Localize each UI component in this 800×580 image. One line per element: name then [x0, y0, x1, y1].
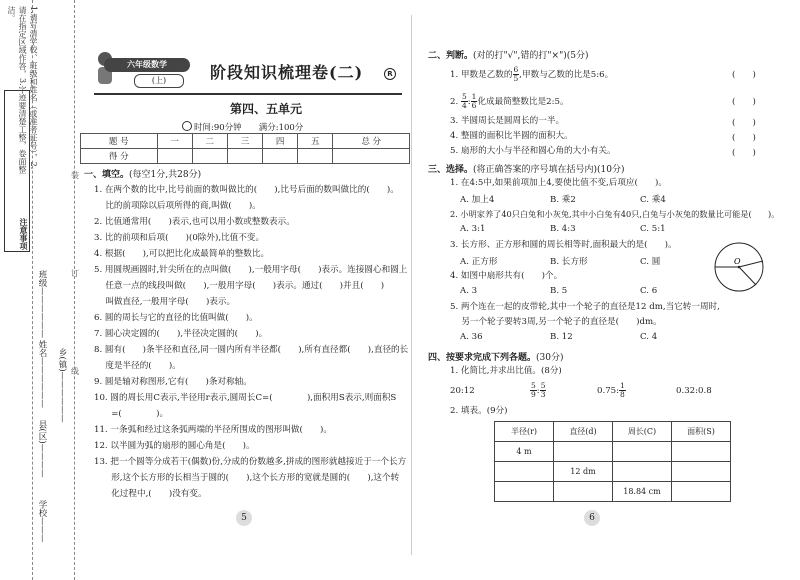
part2-heading-note: (对的打"√",错的打"×")(5分): [473, 51, 589, 61]
fill-question[interactable]: 9. 圆是轴对称图形,它有( )条对称轴。: [94, 377, 252, 387]
table-cell: 4 m: [495, 442, 554, 462]
score-input-cell[interactable]: [298, 149, 333, 164]
exam-meta: [182, 121, 303, 133]
table-header: 半径(r): [495, 422, 554, 442]
fill-question[interactable]: 5. 用圆规画圆时,针尖所在的点叫做( ),一般用字母( )表示。连接圆心和圆上: [94, 265, 408, 275]
instructions-text: 1.请写清学校、班级和姓名（或准考证号），2.请在指定区域作答，3.字迹要清楚工整，卷面整洁。: [7, 6, 38, 174]
table-input-cell[interactable]: [613, 462, 672, 482]
part3-heading-note: (将正确答案的序号填在括号内)(10分): [473, 165, 625, 175]
fill-question[interactable]: 4. 根据( ),可以把比化成最简单的整数比。: [94, 249, 270, 259]
table-row: [495, 482, 731, 502]
judge-question-2[interactable]: [450, 93, 569, 110]
table-header: 周长(C): [613, 422, 672, 442]
fill-question[interactable]: 6. 圆的周长与它的直径的比值叫做( )。: [94, 313, 258, 323]
score-table-row: [81, 134, 410, 149]
clock-icon: [182, 121, 192, 131]
part4-heading-text: 四、按要求完成下列各题。: [428, 353, 537, 363]
table-input-cell[interactable]: [554, 442, 613, 462]
unit-title: 第四、五单元: [230, 102, 303, 116]
judge-answer-blank[interactable]: ( ): [732, 148, 756, 158]
table-header: 直径(d): [554, 422, 613, 442]
badge-text: 六年级数学: [104, 58, 190, 72]
choice-option[interactable]: B. 4:3: [550, 224, 576, 234]
judge-question-4[interactable]: 4. 整圆的面积比半圆的面积大。: [450, 131, 573, 141]
choice-option[interactable]: A. 36: [460, 332, 483, 342]
grade-badge: [94, 46, 194, 92]
fraction: [461, 93, 468, 110]
fraction: [540, 382, 547, 399]
ratio-c[interactable]: [597, 382, 626, 399]
table-input-cell[interactable]: [495, 482, 554, 502]
fill-question[interactable]: 13. 把一个圆等分成若干(偶数)份,分成的份数越多,拼成的图形就越接近于一个长方: [94, 457, 407, 467]
page-divider: [411, 15, 412, 555]
score-table: [80, 133, 410, 164]
fill-question[interactable]: 7. 圆心决定圆的( ),半径决定圆的( )。: [94, 329, 268, 339]
choice-question-3: 3. 长方形、正方形和圆的周长相等时,面积最大的是( )。: [450, 240, 677, 250]
judge-text: 化成最简整数比是2:5。: [477, 97, 569, 107]
ratio-d[interactable]: 0.32:0.8: [676, 386, 712, 396]
table-input-cell[interactable]: [672, 482, 731, 502]
fraction-den: 8: [620, 390, 625, 399]
choice-option[interactable]: A. 加上4: [460, 195, 495, 205]
score-cell: 题 号: [81, 134, 158, 149]
table-cell: 12 dm: [554, 462, 613, 482]
fill-question[interactable]: 比的前项除以后项所得的商,叫做( )。: [94, 201, 261, 211]
choice-option[interactable]: A. 3:1: [460, 224, 486, 234]
fraction-den: 5: [513, 74, 519, 83]
fraction-num: 1: [471, 92, 477, 101]
badge-sub: (上): [134, 74, 184, 88]
full-score: 满分:100分: [258, 123, 304, 133]
part2-heading: [428, 48, 588, 61]
score-cell: 二: [192, 134, 227, 149]
choice-option[interactable]: C. 圆: [640, 257, 661, 267]
table-row: [495, 442, 731, 462]
binding-line-outer: [74, 0, 75, 580]
table-header-row: [495, 422, 731, 442]
fill-question[interactable]: 形,这个长方形的长相当于圆的( ),这个长方形的宽就是圆的( ),这个转: [94, 473, 400, 483]
fraction: [530, 382, 537, 399]
page-number-left: 5: [236, 510, 252, 526]
sector-figure: [712, 240, 766, 294]
judge-question-5[interactable]: 5. 扇形的大小与半径和圆心角的大小有关。: [450, 146, 616, 156]
header-rule: [94, 93, 402, 95]
table-input-cell[interactable]: [672, 442, 731, 462]
table-cell: 18.84 cm: [613, 482, 672, 502]
judge-answer-blank[interactable]: ( ): [732, 118, 756, 128]
judge-text: 1. 甲数是乙数的: [450, 70, 513, 80]
fraction-den: 3: [540, 390, 546, 399]
fill-question[interactable]: 化过程中,( )没有变。: [94, 489, 207, 499]
score-cell: 五: [298, 134, 333, 149]
binding-strip: [0, 0, 90, 580]
fraction-den: 6: [471, 101, 477, 110]
score-cell: 总 分: [333, 134, 410, 149]
choice-question-1: 1. 在4:5中,如果前项加上4,要使比值不变,后项应( )。: [450, 178, 668, 188]
ratio-b[interactable]: $\frac{5}{9}$: $\frac{5}{3}$: [531, 381, 546, 399]
circle-center-label: O: [734, 257, 741, 266]
name-label: 姓名: [37, 340, 47, 357]
part2-heading-text: 二、判断。: [428, 51, 474, 61]
fill-question[interactable]: 8. 圆有( )条半径和直径,同一圆内所有半径都( ),所有直径都( ),直径的长: [94, 345, 409, 355]
fraction-num: 5: [531, 381, 536, 390]
fill-question[interactable]: 度是半径的( )。: [94, 361, 181, 371]
choice-question-4: 4. 如图中扇形共有( )个。: [450, 271, 563, 281]
score-input-cell[interactable]: [192, 149, 227, 164]
table-question: 2. 填表。(9分): [450, 406, 508, 416]
table-header: 面积(S): [672, 422, 731, 442]
simplify-question: 1. 化简比,并求出比值。(8分): [450, 366, 562, 376]
class-field[interactable]: 班级——————: [37, 270, 47, 338]
school-field[interactable]: 学校———: [37, 500, 47, 543]
choice-question-5: 5. 两个连在一起的皮带轮,其中一个轮子的直径是12 dm,当它转一周时,: [450, 302, 720, 312]
class-label: 班级: [37, 270, 47, 287]
fill-question[interactable]: =( )。: [94, 409, 169, 419]
fraction-num: 5: [540, 381, 546, 390]
score-cell: 三: [227, 134, 262, 149]
part4-heading: [428, 350, 564, 363]
part3-heading: [428, 162, 625, 175]
score-cell: 得 分: [81, 149, 158, 164]
fill-question[interactable]: 1. 在两个数的比中,比号前面的数叫做比的( ),比号后面的数叫做比的( )。: [94, 185, 399, 195]
school-label: 学校: [37, 500, 47, 517]
score-table-row: [81, 149, 410, 164]
binding-line-inner: [32, 0, 33, 580]
score-cell: 一: [157, 134, 192, 149]
fill-question[interactable]: 3. 比的前项和后项( )(0除外),比值不变。: [94, 233, 265, 243]
fraction: [619, 382, 626, 399]
score-input-cell[interactable]: [227, 149, 262, 164]
judge-text: ,甲数与乙数的比是5:6。: [519, 70, 614, 80]
judge-question-3[interactable]: 3. 半圆周长是圆周长的一半。: [450, 116, 565, 126]
part3-heading-text: 三、选择。: [428, 165, 474, 175]
town-field[interactable]: 乡(镇)——————: [57, 348, 67, 423]
page-number-right: 6: [584, 510, 600, 526]
fraction-den: 4: [461, 101, 467, 110]
choice-option[interactable]: A. 3: [460, 286, 478, 296]
judge-answer-blank[interactable]: ( ): [732, 70, 756, 80]
part1-heading-text: 一、填空。: [84, 170, 130, 180]
part1-heading: [84, 167, 201, 180]
town-label: 乡(镇): [57, 348, 67, 372]
fill-question[interactable]: 叫做直径,一般用字母( )表示。: [94, 297, 236, 307]
table-row: [495, 462, 731, 482]
fill-question[interactable]: 11. 一条弧和经过这条弧两端的半径所围成的图形叫做( )。: [94, 425, 332, 435]
table-input-cell[interactable]: [554, 482, 613, 502]
fill-question[interactable]: 2. 比值通常用( )表示,也可以用小数或整数表示。: [94, 217, 295, 227]
circle-table: [494, 421, 731, 502]
district-field[interactable]: 县(区)————: [37, 420, 47, 478]
note-label: 注意事项: [19, 218, 29, 250]
ratio-c-pre: 0.75:: [597, 386, 620, 396]
judge-question-1[interactable]: [450, 66, 613, 83]
choice-option[interactable]: C. 6: [640, 286, 658, 296]
part1-heading-note: (每空1分,共28分): [129, 170, 202, 180]
fraction-num: 6: [513, 65, 519, 74]
registered-mark-icon: R: [384, 68, 396, 80]
ratio-sign: :: [467, 97, 471, 107]
ratio-a[interactable]: 20:12: [450, 386, 475, 396]
choice-option[interactable]: B. 乘2: [550, 195, 576, 205]
choice-question-2: 2. 小明家养了40只白兔和小灰兔,其中小白兔有40只,白兔与小灰兔的数量比可能是( )。: [450, 209, 780, 219]
choice-question-5-cont: 另一个轮子要转3周,另一个轮子的直径是( )dm。: [450, 317, 662, 327]
choice-option[interactable]: B. 5: [550, 286, 568, 296]
table-input-cell[interactable]: [495, 462, 554, 482]
choice-option[interactable]: A. 正方形: [460, 257, 498, 267]
fill-question[interactable]: 10. 圆的周长用C表示,半径用r表示,圆周长C=( ),面积用S表示,则面积S: [94, 393, 397, 403]
choice-option[interactable]: C. 乘4: [640, 195, 666, 205]
choice-option[interactable]: B. 12: [550, 332, 573, 342]
judge-answer-blank[interactable]: ( ): [732, 97, 756, 107]
name-field[interactable]: 姓名——————: [37, 340, 47, 408]
fraction-num: 5: [461, 92, 467, 101]
district-label: 县(区): [37, 420, 47, 444]
cut-word-3: 线: [71, 367, 79, 376]
part4-heading-note: (30分): [536, 353, 564, 363]
choice-option[interactable]: C. 5:1: [640, 224, 666, 234]
score-input-cell[interactable]: [263, 149, 298, 164]
page-title: 阶段知识梳理卷(二): [210, 63, 364, 82]
time-limit: 时间:90分钟: [194, 123, 242, 133]
fraction-den: 9: [531, 390, 536, 399]
cut-word-1: 装: [71, 171, 79, 180]
choice-option[interactable]: B. 长方形: [550, 257, 588, 267]
judge-text: 2.: [450, 97, 461, 107]
judge-answer-blank[interactable]: ( ): [732, 133, 756, 143]
fill-question[interactable]: 12. 以半圆为弧的扇形的圆心角是( )。: [94, 441, 255, 451]
choice-option[interactable]: C. 4: [640, 332, 658, 342]
table-input-cell[interactable]: [613, 442, 672, 462]
table-input-cell[interactable]: [672, 462, 731, 482]
score-input-cell[interactable]: [333, 149, 410, 164]
fill-question[interactable]: 任意一点的线段叫做( ),一般用字母( )表示。通过( )并且( ): [94, 281, 385, 291]
score-input-cell[interactable]: [157, 149, 192, 164]
fraction-num: 1: [620, 381, 625, 390]
cut-word-2: 订: [71, 269, 79, 278]
score-cell: 四: [263, 134, 298, 149]
